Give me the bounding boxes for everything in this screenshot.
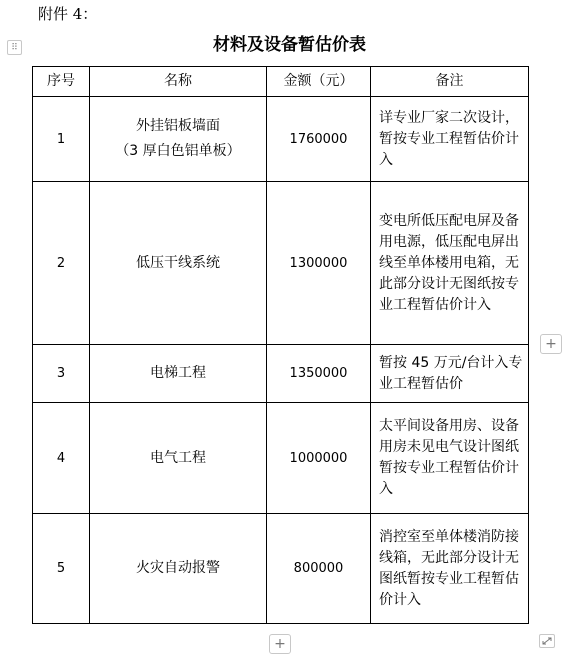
move-handle-icon[interactable]: ⠿ xyxy=(7,40,22,55)
row-name-sub: （3 厚白色铝单板） xyxy=(115,143,241,159)
row-amount[interactable]: 800000 xyxy=(267,514,371,624)
resize-icon[interactable] xyxy=(539,634,555,648)
add-row-plus-icon[interactable]: + xyxy=(269,634,291,654)
add-column-plus-icon[interactable]: + xyxy=(540,334,562,354)
header-name: 名称 xyxy=(90,67,267,97)
row-name-cell[interactable] xyxy=(90,97,267,182)
header-seq: 序号 xyxy=(33,67,90,97)
row-note[interactable]: 详专业厂家二次设计，暂按专业工程暂估价计入 xyxy=(371,97,529,182)
table-row xyxy=(33,403,529,514)
row-seq[interactable]: 5 xyxy=(33,514,90,624)
row-amount[interactable]: 1000000 xyxy=(267,403,371,514)
document-title: 材料及设备暂估价表 xyxy=(213,35,366,55)
attachment-label: 附件 4： xyxy=(38,5,98,23)
row-name[interactable]: 火灾自动报警 xyxy=(90,514,267,624)
row-seq[interactable]: 3 xyxy=(33,345,90,403)
row-amount[interactable]: 1350000 xyxy=(267,345,371,403)
row-name: 外挂铝板墙面 xyxy=(136,118,220,134)
row-note[interactable]: 暂按 45 万元/台计入专业工程暂估价 xyxy=(371,345,529,403)
table-row xyxy=(33,182,529,345)
estimate-table xyxy=(32,66,529,624)
header-note: 备注 xyxy=(371,67,529,97)
row-note[interactable]: 消控室至单体楼消防接线箱，无此部分设计无图纸暂按专业工程暂估价计入 xyxy=(371,514,529,624)
row-name[interactable]: 电梯工程 xyxy=(90,345,267,403)
row-seq[interactable]: 2 xyxy=(33,182,90,345)
header-amount: 金额（元） xyxy=(267,67,371,97)
table-header-row xyxy=(33,67,529,97)
row-name[interactable]: 低压干线系统 xyxy=(90,182,267,345)
row-amount[interactable]: 1300000 xyxy=(267,182,371,345)
row-seq[interactable]: 4 xyxy=(33,403,90,514)
row-note[interactable]: 变电所低压配电屏及备用电源，低压配电屏出线至单体楼用电箱，无此部分设计无图纸按专业工程暂估价计入 xyxy=(371,182,529,345)
row-seq[interactable]: 1 xyxy=(33,97,90,182)
table-row xyxy=(33,345,529,403)
table-row xyxy=(33,514,529,624)
row-name[interactable]: 电气工程 xyxy=(90,403,267,514)
row-amount[interactable]: 1760000 xyxy=(267,97,371,182)
table-row xyxy=(33,97,529,182)
row-note[interactable]: 太平间设备用房、设备用房未见电气设计图纸暂按专业工程暂估价计入 xyxy=(371,403,529,514)
